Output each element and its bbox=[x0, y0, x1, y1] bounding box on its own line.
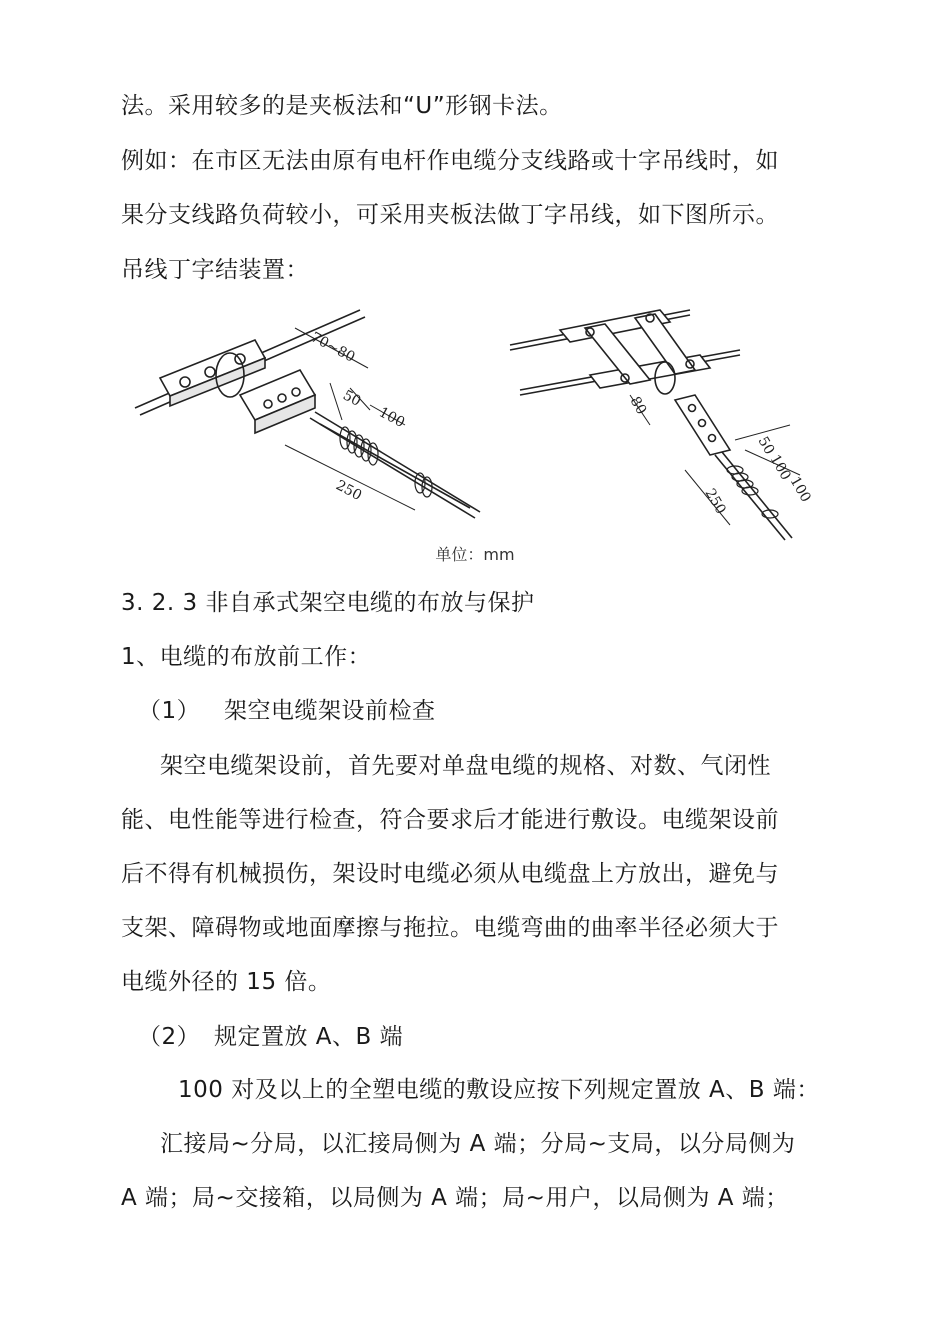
item-title: 架空电缆架设前检查 bbox=[223, 698, 436, 724]
dim-label: 100 bbox=[376, 404, 408, 432]
suspension-tee-figure bbox=[130, 300, 820, 550]
body-line: 能、电性能等进行检查，符合要求后才能进行敷设。电缆架设前 bbox=[121, 807, 779, 833]
subheading: 1、电缆的布放前工作： bbox=[121, 644, 372, 670]
paragraph-line: 果分支线路负荷较小，可采用夹板法做丁字吊线，如下图所示。 bbox=[121, 202, 779, 228]
item-title: 规定置放 A、B 端 bbox=[213, 1024, 404, 1050]
dim-label: 100 bbox=[766, 452, 794, 484]
body-line: 电缆外径的 15 倍。 bbox=[121, 969, 332, 995]
paragraph-line: 例如：在市区无法由原有电杆作电缆分支线路或十字吊线时，如 bbox=[121, 148, 779, 174]
item-number: （1） bbox=[138, 698, 201, 724]
body-line: 后不得有机械损伤，架设时电缆必须从电缆盘上方放出，避免与 bbox=[121, 861, 779, 887]
body-line: 支架、障碍物或地面摩擦与拖拉。电缆弯曲的曲率半径必须大于 bbox=[121, 915, 779, 941]
tee-clamp-diagram bbox=[130, 300, 820, 550]
dim-label: 80 bbox=[626, 394, 650, 418]
dim-label: 50 bbox=[754, 434, 778, 458]
list-item-1 bbox=[138, 695, 850, 727]
list-item-2 bbox=[138, 1021, 850, 1053]
body-line: 汇接局~分局，以汇接局侧为 A 端；分局~支局，以分局侧为 bbox=[160, 1131, 796, 1157]
item-number: （2） bbox=[138, 1024, 201, 1050]
dim-label: 100 bbox=[786, 474, 814, 506]
dim-label: 250 bbox=[333, 477, 365, 505]
body-line: A 端；局~交接箱，以局侧为 A 端；局~用户，以局侧为 A 端； bbox=[121, 1185, 789, 1211]
body-line: 100 对及以上的全塑电缆的敷设应按下列规定置放 A、B 端： bbox=[178, 1077, 820, 1103]
paragraph-line: 法。采用较多的是夹板法和“U”形钢卡法。 bbox=[121, 93, 563, 119]
dim-label: 70~80 bbox=[308, 329, 358, 366]
paragraph-line: 吊线丁字结装置： bbox=[121, 257, 309, 283]
figure-caption: 单位：mm bbox=[435, 545, 515, 564]
section-heading: 3. 2. 3 非自承式架空电缆的布放与保护 bbox=[121, 590, 535, 616]
dim-label: 250 bbox=[701, 486, 729, 518]
body-line: 架空电缆架设前，首先要对单盘电缆的规格、对数、气闭性 bbox=[160, 753, 771, 779]
dim-label: 50 bbox=[340, 387, 364, 410]
